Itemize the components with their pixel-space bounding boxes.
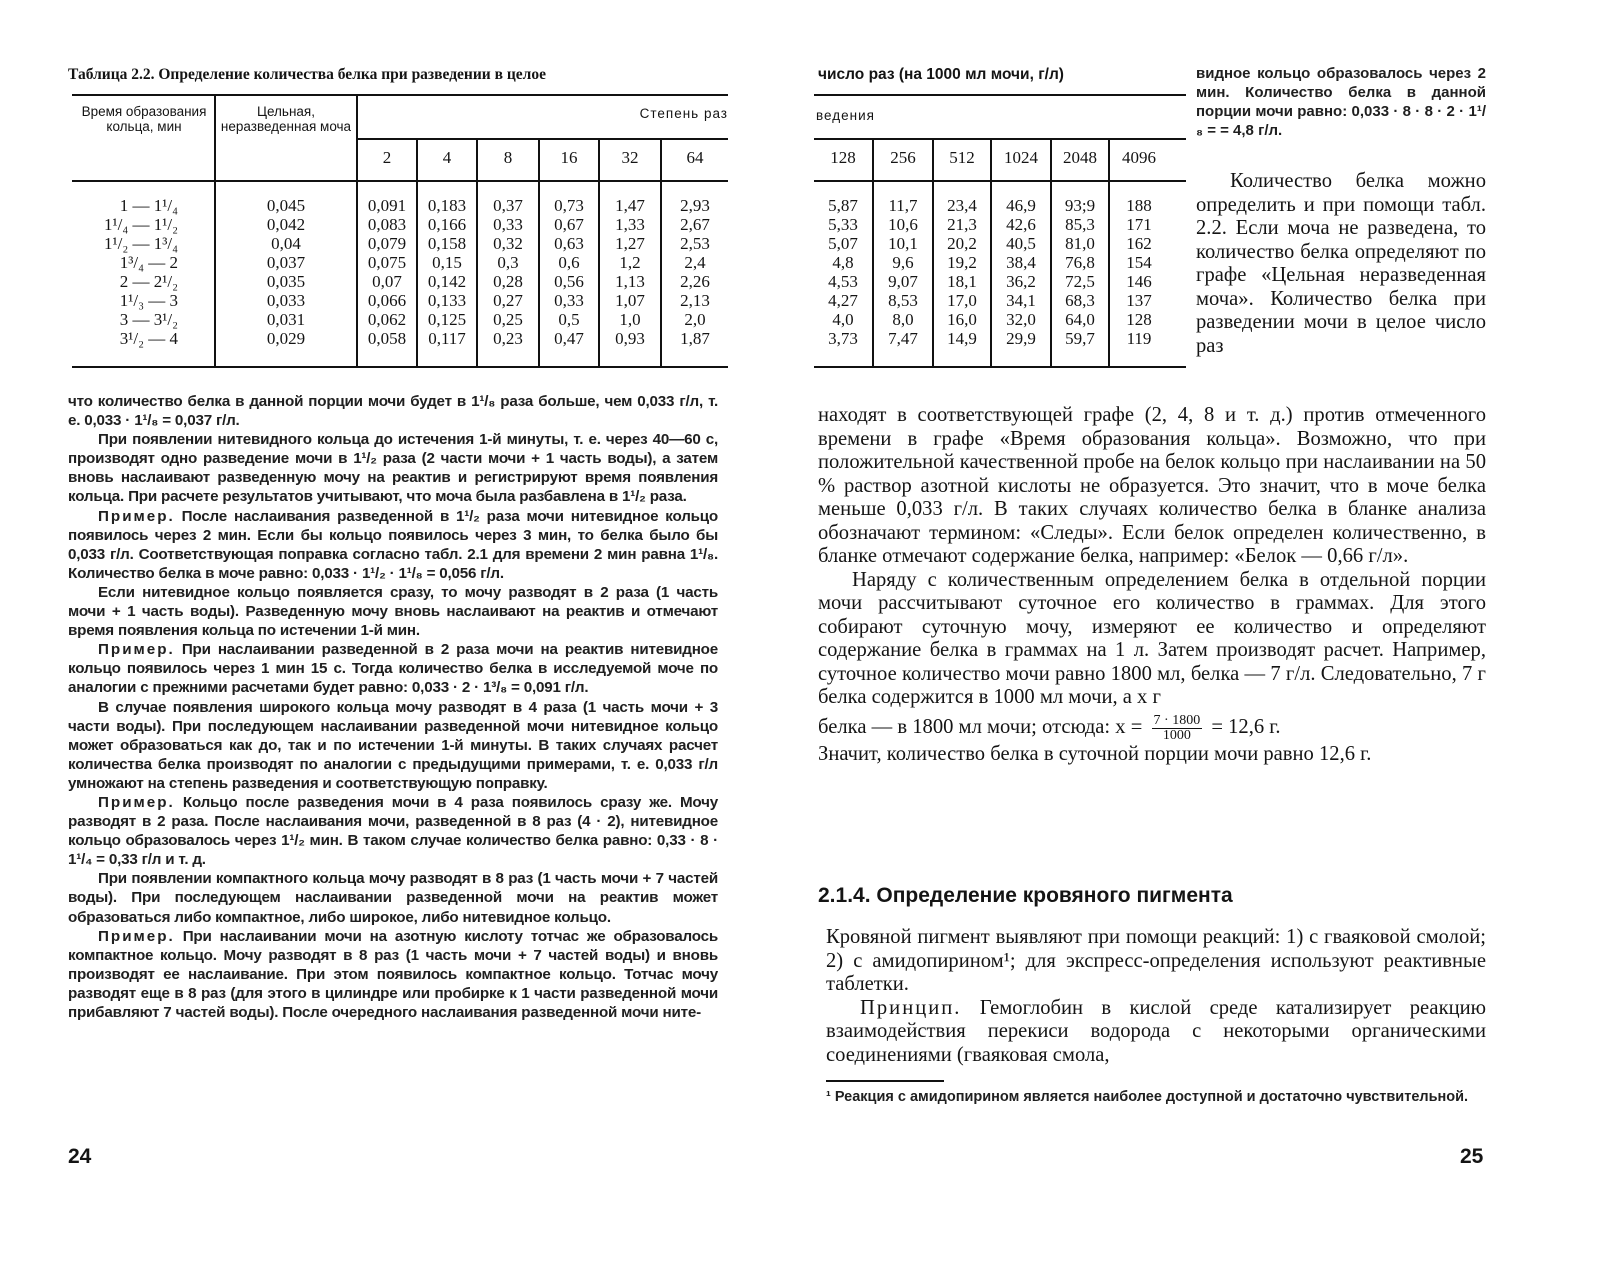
table-title: Таблица 2.2. Определение количества белка при разведении в целое [68, 66, 546, 83]
dilution-header: 16 [560, 148, 578, 167]
dilution-header: 256 [890, 148, 916, 167]
cell-value: 21,3 [947, 215, 977, 234]
dilution-header: 1024 [1004, 148, 1038, 167]
principle-label: Принцип. [860, 996, 962, 1019]
cell-value: 0,117 [428, 329, 466, 348]
cell-value: 1,27 [615, 234, 645, 253]
header-time: Время образования кольца, мин [81, 104, 207, 134]
cell-time: 3 — 3¹/₂ [119, 310, 178, 329]
header-degree-cont: ведения [816, 108, 875, 123]
cell-value: 40,5 [1006, 234, 1036, 253]
cell-value: 9,6 [892, 253, 914, 272]
cell-value: 0,25 [493, 310, 523, 329]
cell-value: 93;9 [1064, 196, 1096, 215]
cell-value: 1,07 [615, 291, 645, 310]
cell-value: 0,062 [367, 310, 407, 329]
footnote-rule [826, 1080, 944, 1082]
cell-value: 64,0 [1065, 310, 1095, 329]
paragraph: Пример. При наслаивании мочи на азотную кислоту тотчас же образовалось компактное кольцо. Мочу разводят в 8 раз (1 часть мочи + 7 частей воды) и вновь производят ее наслаивание. При этом появилось компактное кольцо. Тотчас мочу разводят еще в 8 раз (для этого в цилиндре или пробирке к 1 части разведенной мочи прибавляют 7 частей воды). После очередного наслаивания разведенной мочи ните- [68, 927, 718, 1021]
cell-value: 0,33 [554, 291, 584, 310]
cell-whole: 0,037 [266, 253, 306, 272]
cell-value: 4,8 [832, 253, 854, 272]
dilution-header: 512 [949, 148, 975, 167]
cell-value: 128 [1126, 310, 1152, 329]
cell-value: 85,3 [1065, 215, 1095, 234]
paragraph: Пример. При наслаивании разведенной в 2 раза мочи на реактив нитевидное кольцо появилось через 1 мин 15 с. Тогда количество белка в исследуемой моче по аналогии с прежними расчетами будет равно: 0,033 · 2 · 1³/₈ = 0,091 г/л. [68, 641, 718, 697]
paragraph: Значит, количество белка в суточной порции мочи равно 12,6 г. [818, 742, 1372, 765]
cell-value: 17,0 [947, 291, 977, 310]
cell-value: 36,2 [1006, 272, 1036, 291]
table-bottom-rule [814, 366, 1186, 368]
cell-value: 72,5 [1065, 272, 1095, 291]
table-bottom-rule [72, 366, 728, 368]
cell-value: 14,9 [947, 329, 977, 348]
dilution-header: 2 [382, 148, 392, 167]
section-heading: 2.1.4. Определение кровяного пигмента [818, 884, 1233, 907]
cell-value: 11,7 [888, 196, 918, 215]
paragraph: При появлении нитевидного кольца до истечения 1-й минуты, т. е. через 40—60 с, производят одно разведение мочи в 1¹/₂ раза (2 части мочи + 1 часть воды), а затем вновь наслаивают разведенную мочу на реактив и регистрируют время появления кольца. При расчете результатов учитывают, что моча была разбавлена в 1¹/₂ раза. [68, 431, 718, 506]
example-label: Пример. [98, 507, 175, 525]
cell-value: 4,53 [828, 272, 858, 291]
cell-value: 42,6 [1006, 215, 1036, 234]
cell-value: 0,6 [558, 253, 580, 272]
cell-value: 154 [1126, 253, 1152, 272]
dilution-header: 128 [830, 148, 856, 167]
paragraph: Принцип. Гемоглобин в кислой среде катализирует реакцию взаимодействия перекиси водорода с некоторыми органическими соединениями (гваяковая смола, [826, 996, 1487, 1066]
cell-value: 9,07 [888, 272, 918, 291]
cell-value: 38,4 [1006, 253, 1036, 272]
cell-value: 0,066 [367, 291, 407, 310]
cell-value: 1,13 [615, 272, 645, 291]
cell-value: 0,158 [427, 234, 467, 253]
cell-value: 119 [1126, 329, 1152, 348]
cell-value: 1,2 [619, 253, 641, 272]
example-label: Пример. [98, 927, 175, 945]
dilution-header: 2048 [1063, 148, 1097, 167]
cell-value: 0,183 [427, 196, 467, 215]
table-head-rule [72, 180, 728, 182]
cell-value: 171 [1126, 215, 1152, 234]
cell-value: 4,0 [832, 310, 854, 329]
table-sub-rule [358, 138, 728, 140]
example-label: Пример. [98, 641, 175, 659]
cell-value: 0,07 [372, 272, 402, 291]
dilution-header: 4 [442, 148, 452, 167]
cell-whole: 0,045 [266, 196, 306, 215]
cell-value: 0,5 [558, 310, 580, 329]
cell-time: 1¹/₂ — 1³/₄ [104, 234, 178, 253]
cell-value: 0,23 [493, 329, 523, 348]
cell-time: 1¹/₄ — 1¹/₂ [104, 215, 178, 234]
cell-value: 2,67 [680, 215, 710, 234]
dilution-header: 4096 [1122, 148, 1156, 167]
cell-whole: 0,035 [266, 272, 306, 291]
table-sub-rule [814, 138, 1186, 140]
cell-time: 1¹/₃ — 3 [119, 291, 178, 310]
cell-value: 137 [1126, 291, 1152, 310]
header-whole: Цельная, неразведенная моча [220, 104, 352, 134]
paragraph: Наряду с количественным определением белка в отдельной порции мочи рассчитывают суточное его количество в граммах. Для этого собирают суточную мочу, измеряют ее количество и определяют содержание белка в граммах на 1 л. Затем производят расчет. Например, суточное количество мочи равно 1800 мл, белка — 7 г/л. Следовательно, 7 г белка содержится в 1000 мл мочи, а x г [818, 568, 1486, 708]
cell-value: 3,73 [828, 329, 858, 348]
table-top-rule [72, 94, 728, 96]
paragraph: находят в соответствующей графе (2, 4, 8 и т. д.) против отмеченного времени в графе «Время образования кольца». Возможно, что при положительной качественной пробе на белок кольцо при наслаивании на 50 % раствор азотной кислоты не образуется. Это значит, что в моче белка меньше 0,033 г/л. В таких случаях количество белка в бланке анализа обозначают термином: «Следы». Если белок определен количественно, в бланке отмечают содержание белка, например: «Белок — 0,66 г/л». [818, 404, 1486, 567]
cell-whole: 0,042 [266, 215, 306, 234]
cell-value: 5,87 [828, 196, 858, 215]
cell-value: 0,32 [493, 234, 523, 253]
cell-whole: 0,04 [271, 234, 301, 253]
table-title-continued: число раз (на 1000 мл мочи, г/л) [818, 66, 1064, 83]
cell-value: 188 [1126, 196, 1152, 215]
cell-value: 0,28 [493, 272, 523, 291]
cell-value: 76,8 [1065, 253, 1095, 272]
table-vrule [214, 95, 216, 367]
cell-value: 0,3 [497, 253, 519, 272]
cell-value: 2,26 [680, 272, 710, 291]
table-top-rule [814, 94, 1186, 96]
example-label: Пример. [98, 793, 175, 811]
formula-line: белка — в 1800 мл мочи; отсюда: x = $\frac{7 \cdot 1800}{1000}$ = 12,6 г. [818, 712, 1281, 743]
cell-value: 0,133 [427, 291, 467, 310]
paragraph: При появлении компактного кольца мочу разводят в 8 раз (1 часть мочи + 7 частей воды). При последующем наслаивании разведенной мочи на реактив может образоваться либо компактное, либо широкое, либо нитевидное кольцо. [68, 870, 718, 926]
cell-value: 0,73 [554, 196, 584, 215]
paragraph: Кровяной пигмент выявляют при помощи реакций: 1) с гваяковой смолой; 2) с амидопирином¹; для экспресс-определения используют реактивные таблетки. [826, 926, 1486, 995]
cell-value: 0,67 [554, 215, 584, 234]
dilution-header: 64 [686, 148, 704, 167]
cell-value: 0,125 [427, 310, 467, 329]
cell-value: 5,07 [828, 234, 858, 253]
table-head-rule [814, 180, 1186, 182]
cell-value: 0,63 [554, 234, 584, 253]
cell-time: 2 — 2¹/₂ [119, 272, 178, 291]
cell-value: 0,56 [554, 272, 584, 291]
cell-value: 34,1 [1006, 291, 1036, 310]
formula-fraction: $\frac{7 \cdot 1800}{1000}$ [1153, 712, 1201, 743]
cell-value: 0,058 [367, 329, 407, 348]
cell-value: 19,2 [947, 253, 977, 272]
paragraph: Пример. Кольцо после разведения мочи в 4 раза появилось сразу же. Мочу разводят в 2 раза. После наслаивания мочи, разведенной в 8 раз (4 · 2), нитевидное кольцо образовалось через 1¹/₂ мин. В таком случае количество белка равно: 0,33 · 8 · 1¹/₄ = 0,33 г/л и т. д. [68, 793, 718, 869]
page-number: 24 [68, 1145, 92, 1168]
cell-value: 0,15 [432, 253, 462, 272]
dilution-header: 8 [503, 148, 513, 167]
cell-value: 5,33 [828, 215, 858, 234]
cell-value: 2,0 [684, 310, 706, 329]
footnote: ¹ Реакция с амидопирином является наиболее доступной и достаточно чувствительной. [826, 1089, 1469, 1105]
cell-value: 0,47 [554, 329, 584, 348]
cell-value: 81,0 [1065, 234, 1095, 253]
cell-value: 2,13 [680, 291, 710, 310]
body-text-2 [826, 926, 1486, 1067]
cell-value: 10,6 [888, 215, 918, 234]
cell-value: 1,47 [615, 196, 645, 215]
cell-value: 1,0 [619, 310, 641, 329]
cell-value: 68,3 [1065, 291, 1095, 310]
cell-value: 0,27 [493, 291, 523, 310]
cell-value: 1,87 [680, 329, 710, 348]
cell-value: 23,4 [947, 196, 977, 215]
cell-value: 8,0 [892, 310, 914, 329]
cell-value: 59,7 [1065, 329, 1095, 348]
cell-value: 10,1 [888, 234, 918, 253]
header-degree: Степень раз [639, 106, 728, 121]
paragraph: что количество белка в данной порции мочи будет в 1¹/₈ раза больше, чем 0,033 г/л, т. е. 0,033 · 1¹/₈ = 0,037 г/л. [68, 393, 718, 430]
body-text [68, 392, 718, 1022]
paragraph: В случае появления широкого кольца мочу разводят в 4 раза (1 часть мочи + 3 части воды). При последующем наслаивании разведенной мочи нитевидное кольцо может образоваться как до, так и по истечении 1-й минуты. В таких случаях расчет количества белка производят по аналогии с предыдущими примерами, т. е. 0,033 г/л умножают на степень разведения и соответствующую поправку. [68, 698, 718, 792]
cell-value: 0,166 [427, 215, 467, 234]
cell-value: 2,93 [680, 196, 710, 215]
cell-value: 20,2 [947, 234, 977, 253]
cell-value: 0,075 [367, 253, 407, 272]
cell-value: 16,0 [947, 310, 977, 329]
dilution-header: 32 [621, 148, 639, 167]
cell-value: 0,091 [367, 196, 407, 215]
cell-value: 18,1 [947, 272, 977, 291]
cell-value: 4,27 [828, 291, 858, 310]
cell-value: 0,083 [367, 215, 407, 234]
cell-value: 7,47 [888, 329, 918, 348]
paragraph: Пример. После наслаивания разведенной в 1¹/₂ раза мочи нитевидное кольцо появилось через 2 мин. Если бы кольцо появилось через 3 мин, то белка было бы 0,033 г/л. Соответствующая поправка согласно табл. 2.1 для времени 2 мин равна 1¹/₈. Количество белка в моче равно: 0,033 · 1¹/₂ · 1¹/₈ = 0,056 г/л. [68, 507, 718, 582]
cell-value: 0,079 [367, 234, 407, 253]
cell-value: 46,9 [1006, 196, 1036, 215]
cell-value: 8,53 [888, 291, 918, 310]
cell-value: 2,4 [684, 253, 706, 272]
cell-value: 1,33 [615, 215, 645, 234]
side-small-text: видное кольцо образовалось через 2 мин. Количество белка в данной порции мочи равно: 0,033 · 8 · 8 · 2 · 1¹/₈ = = 4,8 г/л. [1196, 65, 1486, 139]
cell-whole: 0,033 [266, 291, 306, 310]
cell-time: 3¹/₂ — 4 [119, 329, 178, 348]
cell-value: 162 [1126, 234, 1152, 253]
cell-value: 0,93 [615, 329, 645, 348]
cell-whole: 0,029 [266, 329, 306, 348]
side-big-text: Количество белка можно определить и при помощи табл. 2.2. Если моча не разведена, то количество белка определяют по графе «Цельная неразведенная моча». Количество белка при разведении мочи в целое число раз [1196, 170, 1486, 357]
body-text [818, 404, 1486, 766]
cell-value: 29,9 [1006, 329, 1036, 348]
cell-value: 32,0 [1006, 310, 1036, 329]
cell-time: 1 — 1¹/₄ [119, 196, 178, 215]
cell-value: 2,53 [680, 234, 710, 253]
cell-value: 0,37 [493, 196, 523, 215]
cell-time: 1³/₄ — 2 [119, 253, 178, 272]
page-number: 25 [1460, 1145, 1484, 1168]
paragraph: Если нитевидное кольцо появляется сразу, то мочу разводят в 2 раза (1 часть мочи + 1 часть воды). Разведенную мочу вновь наслаивают на реактив и отмечают время появления кольца по истечении 1-й мин. [68, 583, 718, 640]
cell-value: 0,33 [493, 215, 523, 234]
cell-whole: 0,031 [266, 310, 306, 329]
cell-value: 0,142 [427, 272, 467, 291]
cell-value: 146 [1126, 272, 1152, 291]
